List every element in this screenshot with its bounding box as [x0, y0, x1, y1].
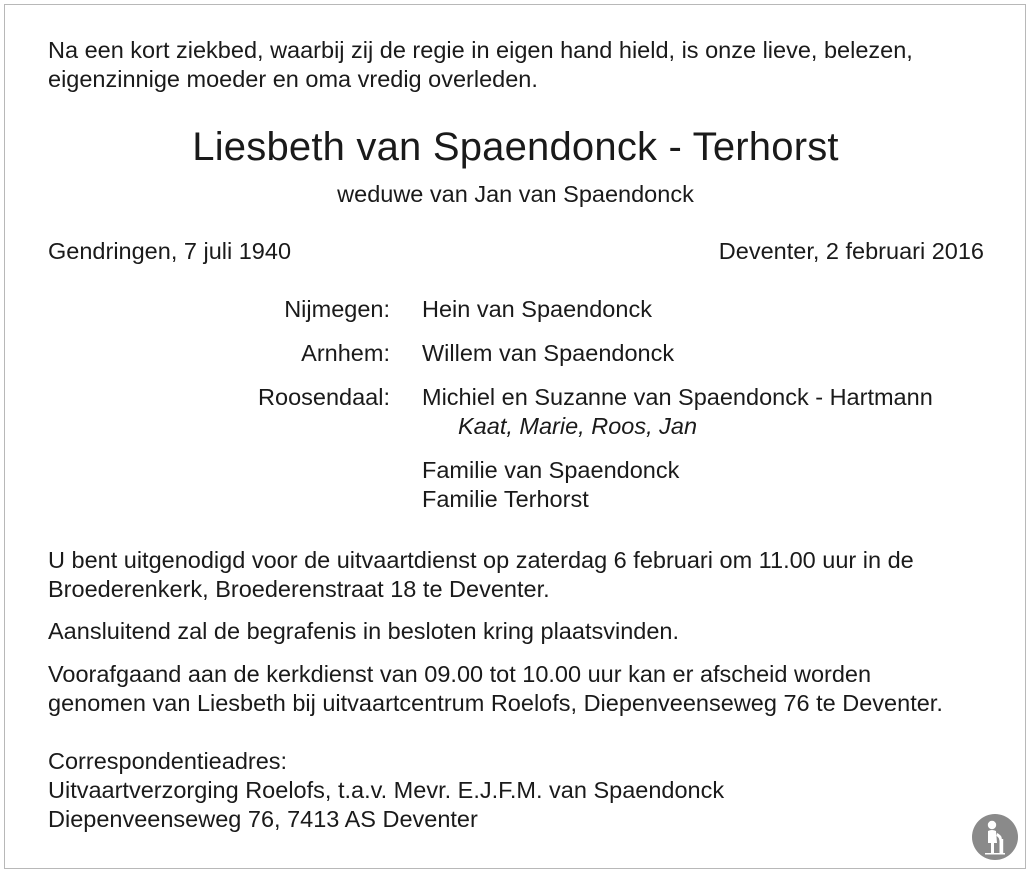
other-family: Familie Terhorst — [422, 486, 589, 512]
viewing-text — [48, 660, 988, 718]
family-names: Hein van Spaendonck — [422, 296, 652, 322]
death-place-date: Deventer, 2 februari 2016 — [718, 238, 984, 264]
family-names: Willem van Spaendonck — [422, 340, 675, 366]
viewing-line: genomen van Liesbeth bij uitvaartcentrum Roelofs, Diepenveenseweg 76 te Deventer. — [48, 690, 943, 716]
family-place: Arnhem: — [301, 340, 390, 366]
service-line: Broederenkerk, Broederenstraat 18 te Deventer. — [48, 576, 550, 602]
intro-text — [48, 36, 988, 94]
service-line: U bent uitgenodigd voor de uitvaartdienst op zaterdag 6 februari om 11.00 uur in de — [48, 547, 914, 573]
deceased-name: Liesbeth van Spaendonck - Terhorst — [192, 125, 839, 169]
correspondence-heading: Correspondentieadres: — [48, 748, 288, 774]
intro-line: Na een kort ziekbed, waarbij zij de regie in eigen hand hield, is onze lieve, belezen, — [48, 37, 913, 63]
family-place: Roosendaal: — [258, 384, 390, 410]
service-text — [48, 546, 988, 604]
intro-line: eigenzinnige moeder en oma vredig overleden. — [48, 66, 538, 92]
family-place: Nijmegen: — [284, 296, 390, 322]
viewing-line: Voorafgaand aan de kerkdienst van 09.00 tot 10.00 uur kan er afscheid worden — [48, 661, 872, 687]
widow-of: weduwe van Jan van Spaendonck — [337, 181, 694, 207]
other-family: Familie van Spaendonck — [422, 457, 680, 483]
birth-place-date: Gendringen, 7 juli 1940 — [48, 238, 292, 264]
correspondence-line: Diepenveenseweg 76, 7413 AS Deventer — [48, 806, 478, 832]
family-names: Michiel en Suzanne van Spaendonck - Hartmann — [422, 384, 933, 410]
mourning-figure-icon — [971, 813, 1019, 861]
burial-text: Aansluitend zal de begrafenis in besloten kring plaatsvinden. — [48, 618, 680, 644]
grandchildren-names: Kaat, Marie, Roos, Jan — [458, 413, 698, 439]
correspondence-address — [48, 747, 988, 834]
correspondence-line: Uitvaartverzorging Roelofs, t.a.v. Mevr. E.J.F.M. van Spaendonck — [48, 777, 725, 803]
